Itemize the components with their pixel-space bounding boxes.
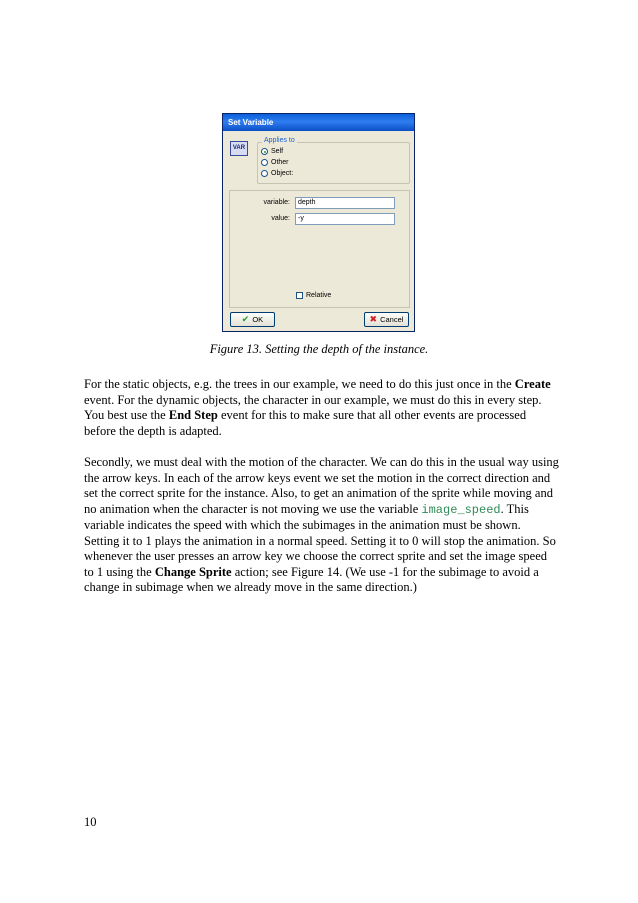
p1-bold-create: Create bbox=[514, 377, 551, 391]
variable-input[interactable]: depth bbox=[295, 197, 395, 209]
p1-text-1: For the static objects, e.g. the trees in our example, we need to do this just once in the bbox=[84, 377, 515, 391]
relative-checkbox-box[interactable] bbox=[296, 292, 303, 299]
p1-bold-end-step: End Step bbox=[168, 408, 218, 422]
paragraph-2 bbox=[84, 455, 559, 596]
radio-object-indicator[interactable] bbox=[261, 170, 268, 177]
check-icon: ✔ bbox=[241, 314, 250, 324]
variable-panel bbox=[229, 190, 410, 308]
radio-object-label: Object: bbox=[271, 170, 294, 177]
radio-self[interactable] bbox=[261, 148, 283, 155]
cancel-button[interactable] bbox=[364, 312, 409, 327]
radio-self-indicator[interactable] bbox=[261, 148, 268, 155]
radio-other-label: Other bbox=[271, 159, 289, 166]
p2-text-1: Secondly, we must deal with the motion of the character. We can do this in the usual way using the arrow keys. In each of the arrow keys event we set the motion in the correct direction and set the correct sprite for the instance. Also, to get an animation of the sprite while moving and no animation when the character is not moving we use the variable bbox=[84, 455, 559, 516]
radio-object[interactable] bbox=[261, 170, 293, 177]
p1-text-2: event. For the dynamic objects, the character in our example, we must do this in every step. You best use the bbox=[84, 392, 542, 422]
p2-text-2: . This variable indicates the speed with which the subimages in the animation must be shown. Setting it to 1 plays the animation in a normal speed. Setting it to 0 will stop the animation. So whenever the user presses an arrow key we choose the correct sprite and set the image speed to 1 using the bbox=[84, 501, 556, 579]
p2-text-3: action; see Figure 14. (We use -1 for the subimage to avoid a change in subimage when we already move in the same direction.) bbox=[84, 564, 539, 594]
applies-to-legend: Applies to bbox=[264, 137, 295, 144]
relative-label: Relative bbox=[306, 292, 332, 299]
value-label: value: bbox=[271, 215, 290, 222]
set-variable-dialog bbox=[222, 113, 415, 332]
p2-bold-change-sprite: Change Sprite bbox=[154, 564, 232, 579]
radio-self-label: Self bbox=[271, 148, 284, 155]
page-number: 10 bbox=[84, 815, 97, 829]
p1-text-3: event for this to make sure that all other events are processed before the depth is adapted. bbox=[84, 408, 527, 438]
dialog-title: Set Variable bbox=[223, 114, 414, 131]
cancel-label: Cancel bbox=[380, 315, 404, 324]
close-icon: ✖ bbox=[369, 314, 378, 324]
figure-caption: Figure 13. Setting the depth of the instance. bbox=[209, 342, 429, 356]
variable-label: variable: bbox=[263, 199, 290, 206]
ok-label: OK bbox=[252, 315, 264, 324]
paragraph-1 bbox=[84, 377, 559, 439]
var-icon: VAR bbox=[230, 141, 248, 156]
applies-to-group bbox=[257, 137, 410, 184]
relative-checkbox[interactable] bbox=[296, 292, 331, 299]
radio-other-indicator[interactable] bbox=[261, 159, 268, 166]
p2-code-image-speed: image_speed bbox=[421, 502, 501, 517]
value-input[interactable]: -y bbox=[295, 213, 395, 225]
radio-other[interactable] bbox=[261, 159, 289, 166]
ok-button[interactable] bbox=[230, 312, 275, 327]
